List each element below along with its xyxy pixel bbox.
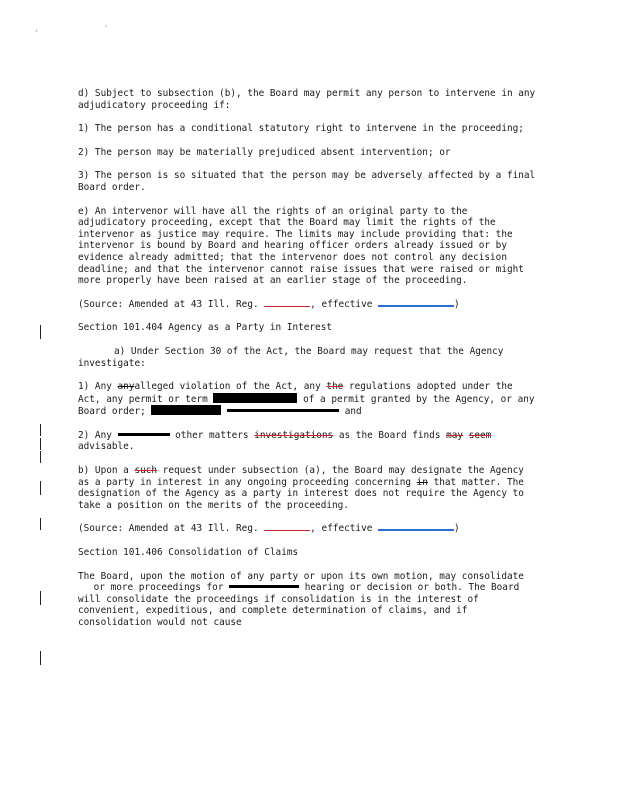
scan-specks: , ': [34, 24, 139, 33]
section-101-406-heading: Section 101.406 Consolidation of Claims: [78, 547, 299, 559]
change-bar: [40, 591, 41, 605]
subsection-d-intro: d) Subject to subsection (b), the Board may permit any person to intervene in any adjudicatory proceeding if:: [78, 88, 536, 111]
redaction-block: [151, 405, 221, 415]
blank-reg-number: [264, 306, 310, 307]
subsection-d3: 3) The person is so situated that the person may be adversely affected by a final Board order.: [78, 170, 536, 193]
subsection-404-a1: 1) Any anyalleged violation of the Act, any the regulations adopted under the Act, any permit or term of a permit granted by the Agency, or any Board order; and: [78, 381, 535, 418]
subsection-404-a: a) Under Section 30 of the Act, the Board may request that the Agency investigate:: [78, 345, 504, 369]
blank-effective-date: [378, 529, 454, 531]
subsection-404-b: b) Upon a such request under subsection (a), the Board may designate the Agency as a party in interest in any ongoing proceeding concerning in that matter. The designation of the Agency as a party in interest does not require the Agency to take a position on the merits of the proceeding.: [78, 465, 524, 511]
change-bar: [40, 518, 41, 530]
subsection-e: e) An intervenor will have all the rights of an original party to the adjudicatory proceeding, except that the Board may limit the rights of the intervenor as justice may require. The limits may include providing that: the intervenor is bound by Board and hearing officer orders already issued or by evidence already admitted; that the intervenor does not control any decision deadline; and that the intervenor cannot raise issues that were raised or might more properly have been raised at an earlier stage of the proceeding.: [78, 205, 524, 287]
subsection-d1: 1) The person has a conditional statutory right to intervene in the proceeding;: [78, 123, 524, 135]
source-note-2: (Source: Amended at 43 Ill. Reg. , effective ): [78, 523, 460, 535]
change-bar: [40, 438, 41, 450]
change-bar: [40, 651, 41, 665]
section-101-406-body: The Board, upon the motion of any party or upon its own motion, may consolidate or more proceedings for hearing or decision or both. The Board will consolidate the proceedings if consolidation is in the interest of convenient, expeditious, and complete determination of claims, and if consolidation would not cause: [78, 570, 524, 628]
blank-effective-date: [378, 305, 454, 307]
redaction-block: [213, 393, 297, 403]
change-bar: [40, 481, 41, 495]
subsection-d2: 2) The person may be materially prejudiced absent intervention; or: [78, 146, 451, 158]
change-bar: [40, 424, 41, 436]
change-bar: [40, 325, 41, 339]
change-bar: [40, 451, 41, 463]
redaction-strike: [229, 585, 299, 588]
blank-reg-number: [264, 530, 310, 531]
redaction-strike: [118, 433, 170, 436]
source-note-1: (Source: Amended at 43 Ill. Reg. , effective ): [78, 298, 460, 310]
subsection-404-a2: 2) Any other matters investigations as the Board finds may seem advisable.: [78, 429, 492, 453]
document-body: [78, 88, 538, 641]
section-101-404-heading: Section 101.404 Agency as a Party in Interest: [78, 322, 332, 334]
redaction-strike: [227, 409, 339, 412]
